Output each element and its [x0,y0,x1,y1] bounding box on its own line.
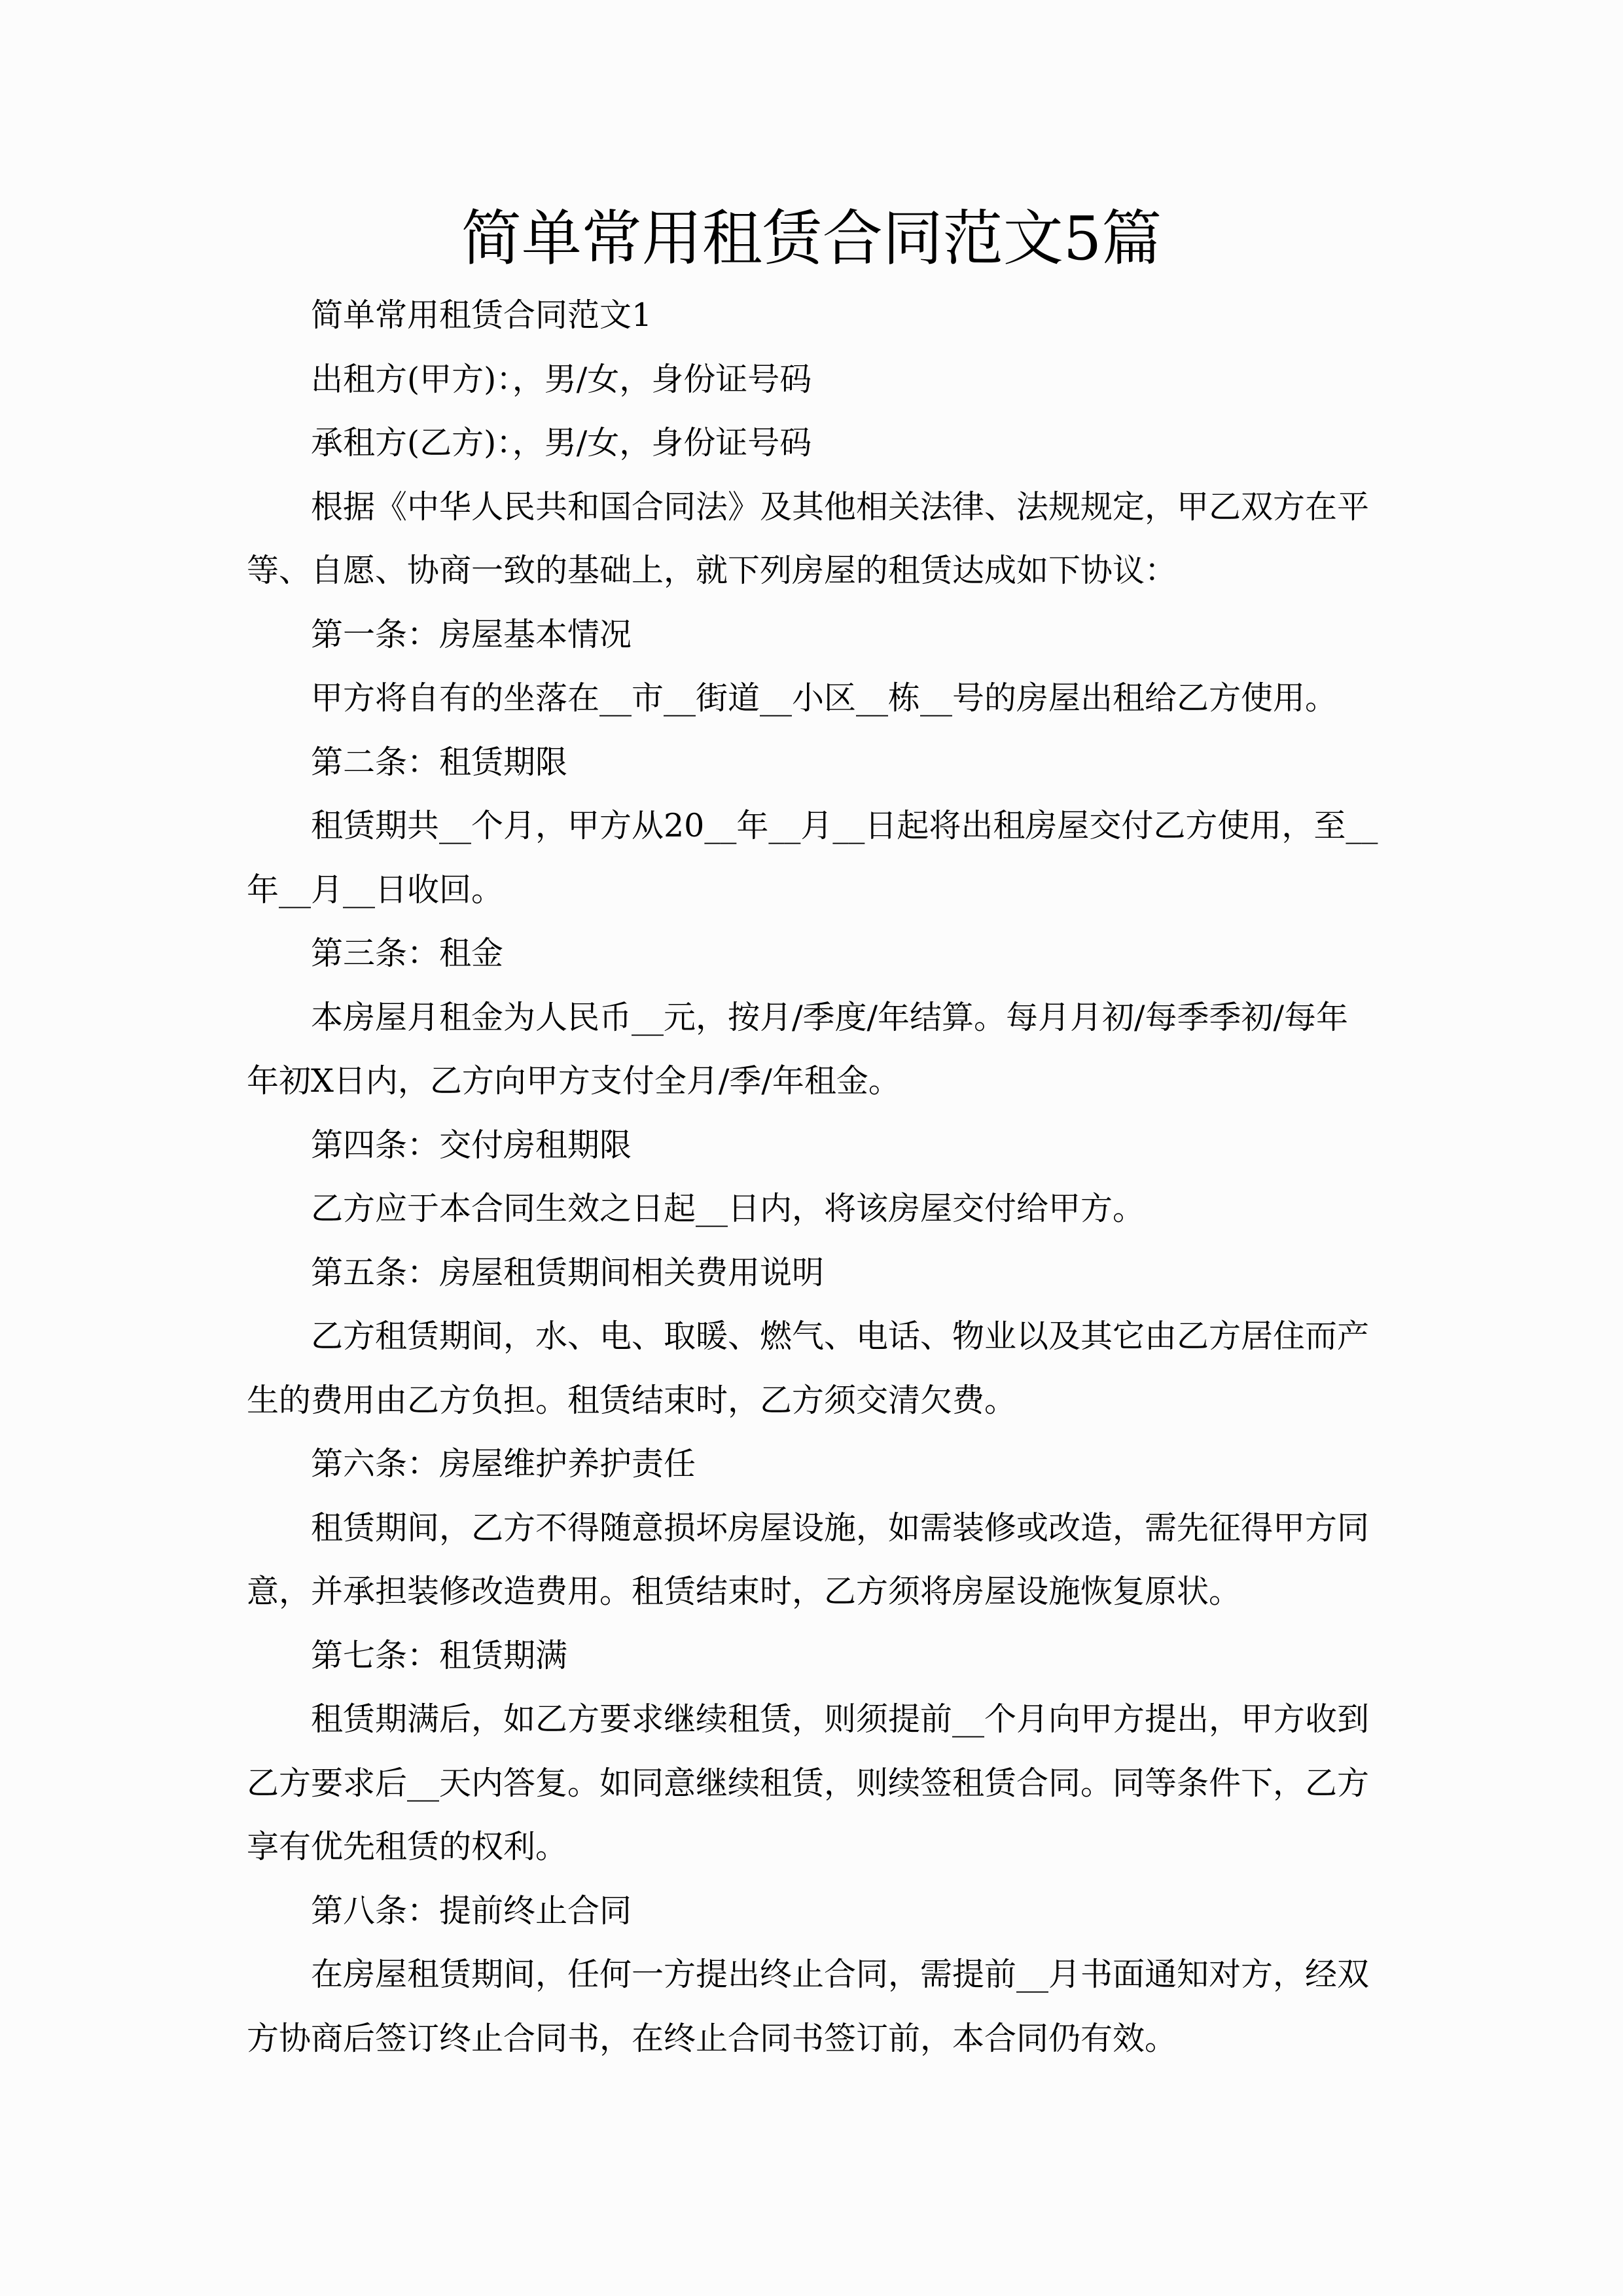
text-line-paragraph: 年初X日内，乙方向甲方支付全月/季/年租金。 [247,1062,901,1100]
document-title: 简单常用租赁合同范文5篇 [461,204,1162,274]
text-line-paragraph: 租赁期共__个月，甲方从20__年__月__日起将出租房屋交付乙方使用，至__ [311,807,1378,844]
text-line-subtitle: 简单常用租赁合同范文1 [311,296,652,334]
text-line-paragraph: 等、自愿、协商一致的基础上，就下列房屋的租赁达成如下协议： [247,552,1177,589]
text-line-clause-heading: 第八条：提前终止合同 [311,1892,632,1929]
text-line-paragraph: 本房屋月租金为人民币__元，按月/季度/年结算。每月月初/每季季初/每年 [311,998,1349,1036]
text-line-party: 承租方(乙方)：，男/女，身份证号码 [311,424,812,461]
text-line-paragraph: 在房屋租赁期间，任何一方提出终止合同，需提前__月书面通知对方，经双 [311,1956,1370,1993]
text-line-clause-heading: 第一条：房屋基本情况 [311,615,632,653]
text-line-clause-heading: 第五条：房屋租赁期间相关费用说明 [311,1253,825,1291]
text-line-paragraph: 年__月__日收回。 [247,870,504,908]
text-line-paragraph: 乙方应于本合同生效之日起__日内，将该房屋交付给甲方。 [311,1190,1145,1227]
text-line-paragraph: 根据《中华人民共和国合同法》及其他相关法律、法规规定，甲乙双方在平 [311,488,1370,526]
text-line-paragraph: 甲方将自有的坐落在__市__街道__小区__栋__号的房屋出租给乙方使用。 [311,679,1338,717]
text-line-party: 出租方(甲方)：，男/女，身份证号码 [311,360,812,398]
text-line-clause-heading: 第七条：租赁期满 [311,1636,568,1674]
text-line-paragraph: 方协商后签订终止合同书，在终止合同书签订前，本合同仍有效。 [247,2019,1177,2057]
document-body [247,283,1382,2070]
text-line-paragraph: 乙方租赁期间，水、电、取暖、燃气、电话、物业以及其它由乙方居住而产 [311,1318,1370,1355]
text-line-paragraph: 生的费用由乙方负担。租赁结束时，乙方须交清欠费。 [247,1381,1017,1419]
text-line-paragraph: 租赁期间，乙方不得随意损坏房屋设施，如需装修或改造，需先征得甲方同 [311,1509,1370,1547]
text-line-paragraph: 乙方要求后__天内答复。如同意继续租赁，则续签租赁合同。同等条件下，乙方 [247,1764,1370,1802]
text-line-paragraph: 意，并承担装修改造费用。租赁结束时，乙方须将房屋设施恢复原状。 [247,1573,1241,1610]
text-line-clause-heading: 第三条：租金 [311,935,504,972]
text-line-clause-heading: 第四条：交付房租期限 [311,1126,632,1164]
text-line-paragraph: 租赁期满后，如乙方要求继续租赁，则须提前__个月向甲方提出，甲方收到 [311,1700,1370,1738]
text-line-clause-heading: 第六条：房屋维护养护责任 [311,1445,696,1482]
text-line-clause-heading: 第二条：租赁期限 [311,743,568,781]
text-line-paragraph: 享有优先租赁的权利。 [247,1828,568,1865]
